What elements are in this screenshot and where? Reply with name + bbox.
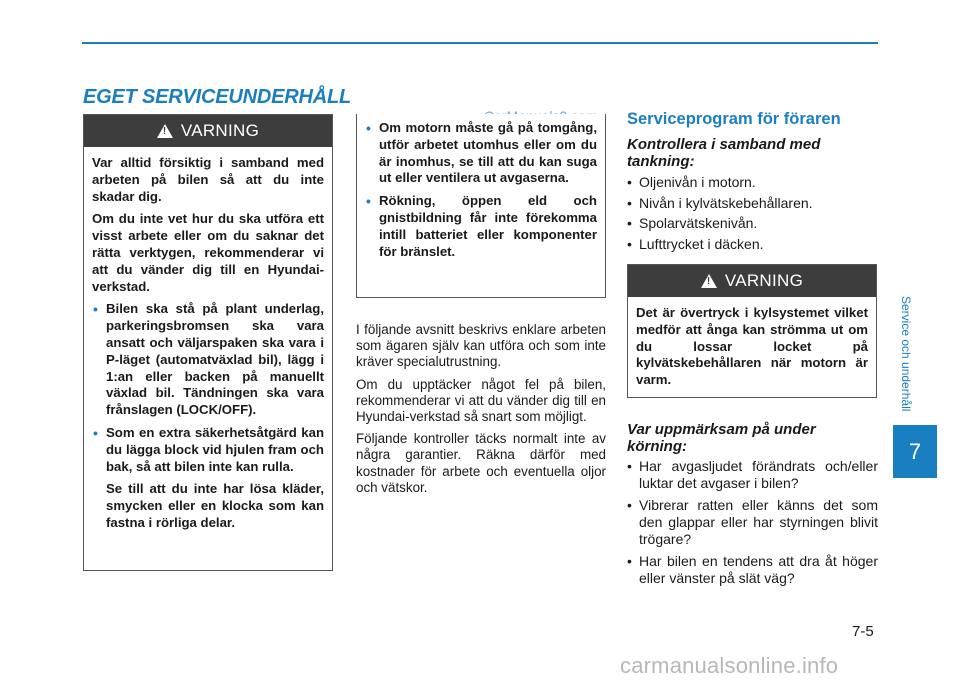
top-rule (82, 42, 878, 44)
list-item: • Spolarvätskenivån. (627, 213, 878, 234)
warning-paragraph: Var alltid försiktig i samband med arbeten på bilen så att du inte skadar dig. (92, 155, 324, 204)
list-item: • Vibrerar ratten eller känns det som den glappar eller har styrningen blivit trögare? (627, 497, 878, 548)
warning-bullet: • Rökning, öppen eld och gnistbildning får inte förekomma intill batteriet eller komponenter för bränslet. (365, 193, 597, 260)
intro-paragraph: I följande avsnitt beskrivs enklare arbeten som ägaren själv kan utföra och som inte kräver specialutrustning. (356, 322, 606, 370)
list-item: • Lufttrycket i däcken. (627, 234, 878, 255)
right-heading: Serviceprogram för föraren (627, 110, 841, 128)
warning-bullet-continuation: Se till att du inte har lösa kläder, smycken eller en klocka som kan fastna i rörliga delar. (106, 481, 324, 530)
warning-bullet: • Som en extra säkerhetsåtgärd kan du lägga block vid hjulen fram och bak, så att bilen inte kan rulla. (92, 425, 324, 475)
watermark-bottom: carmanualsonline.info (620, 653, 839, 678)
list-item: • Nivån i kylvätskebehållaren. (627, 193, 878, 214)
warning-bullet: • Bilen ska stå på plant underlag, parkeringsbromsen ska vara ansatt och väljarspaken ska vara i P-läget (automatväxlad bil), lägg i 1:an eller backen på manuellt växlad bil. Tändningen ska vara frånslagen (LOCK/OFF). (92, 301, 324, 419)
warning-header (84, 115, 332, 147)
intro-paragraph: Följande kontroller täcks normalt inte av några garantier. Räkna därför med kostnader för arbete och eventuella oljor och vätskor. (356, 431, 606, 495)
warning-body (628, 297, 876, 403)
warning-triangle-icon (157, 124, 173, 138)
chapter-number: 7 (893, 425, 937, 478)
list-item: • Har bilen en tendens att dra åt höger eller vänster på slät väg? (627, 553, 878, 587)
warning-body (357, 114, 605, 274)
list-item: • Har avgasljudet förändrats och/eller luktar det avgaser i bilen? (627, 458, 878, 492)
intro-text (356, 322, 606, 502)
warning-paragraph: Om du inte vet hur du ska utföra ett visst arbete eller om du saknar det rätta verktygen, rekommenderar vi att du vänder dig till en Hyundai-verkstad. (92, 211, 324, 294)
warning-body (84, 147, 332, 540)
warning-header-label: VARNING (724, 271, 804, 290)
warning-box-continued (356, 114, 606, 298)
warning-triangle-icon (701, 274, 717, 288)
subheading-driving: Var uppmärksam på under körning: (627, 421, 816, 455)
warning-box-coolant (627, 264, 877, 398)
warning-bullet: • Om motorn måste gå på tomgång, utför arbetet utomhus eller om du är inomhus, se till att du kan suga ut eller ventilera ut avgaserna. (365, 120, 597, 187)
driving-checklist (627, 458, 878, 592)
intro-paragraph: Om du upptäcker något fel på bilen, rekommenderar vi att du vänder dig till en Hyundai-verkstad så snart som möjligt. (356, 376, 606, 425)
warning-paragraph: Det är övertryck i kylsystemet vilket medför att ånga kan strömma ut om du lossar locket på kylvätskebehållaren när motorn är varm. (636, 305, 868, 388)
warning-box-general (83, 114, 333, 571)
side-tab-label: Service och underhåll (899, 296, 913, 412)
page-number: 7-5 (852, 623, 874, 640)
refuel-checklist (627, 172, 878, 254)
warning-header (628, 265, 876, 297)
section-title: EGET SERVICEUNDERHÅLL (83, 86, 352, 108)
warning-header-label: VARNING (180, 121, 260, 140)
subheading-refuel: Kontrollera i samband med tankning: (627, 136, 821, 170)
list-item: • Oljenivån i motorn. (627, 172, 878, 193)
